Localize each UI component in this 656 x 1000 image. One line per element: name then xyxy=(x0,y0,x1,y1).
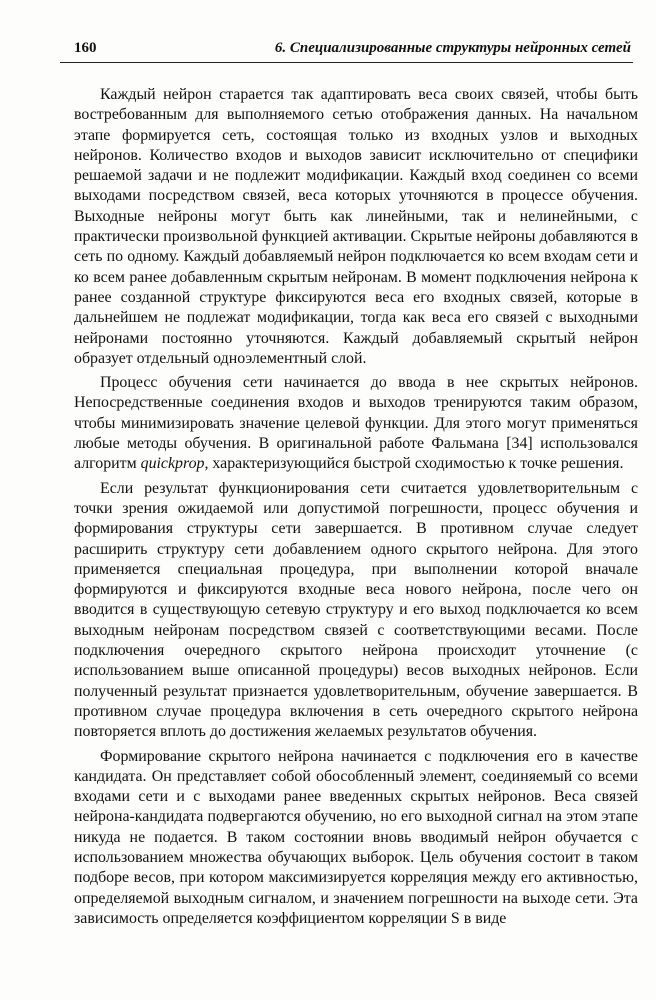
paragraph-4: Формирование скрытого нейрона начинается с подключения его в качестве кандидата. Он представляет собой обособленный элемент, соединяемый со всеми входами сети и с выходами ранее введенных скрытых нейронов. Веса связей нейрона-кандидата подвергаются обучению, но его выходной сигнал на этом этапе никуда не подается. В таком состоянии вновь вводимый нейрон обучается с использованием множества обучающих выборок. Цель обучения состоит в таком подборе весов, при котором максимизируется корреляция между его активностью, определяемой выходным сигналом, и значением погрешности на выходе сети. Эта зависимость определяется коэффициентом корреляции S в виде xyxy=(74,747,638,927)
running-title: 6. Специализированные структуры нейронных сетей xyxy=(274,40,631,56)
body-text xyxy=(74,85,638,933)
paragraph-1: Каждый нейрон старается так адаптировать веса своих связей, чтобы быть востребованным для выполняемого сетью отображения данных. На начальном этапе формируется сеть, состоящая только из входных узлов и выходных нейронов. Количество входов и выходов зависит исключительно от специфики решаемой задачи и не подлежит модификации. Каждый вход соединен со всеми выходами посредством связей, веса которых уточняются в процессе обучения. Выходные нейроны могут быть как линейными, так и нелинейными, с практически произвольной функцией активации. Скрытые нейроны добавляются в сеть по одному. Каждый добавляемый нейрон подключается ко всем входам сети и ко всем ранее добавленным скрытым нейронам. В момент подключения нейрона к ранее созданной структуре фиксируются веса его входных связей, которые в дальнейшем не подлежат модификации, тогда как веса его связей с выходными нейронами постоянно уточняются. Каждый добавляемый скрытый нейрон образует отдельный одноэлементный слой. xyxy=(74,86,638,367)
paragraph-2-text-after: , характеризующийся быстрой сходимостью к точке решения. xyxy=(204,455,624,473)
paragraph-3: Если результат функционирования сети считается удовлетворительным с точки зрения ожидаемой или допустимой погрешности, процесс обучения и формирования структуры сети завершается. В противном случае следует расширить структуру сети добавлением одного скрытого нейрона. Для этого применяется специальная процедура, при выполнении которой вначале формируются и фиксируются входные веса нового нейрона, после чего он вводится в существующую сетевую структуру и его выход подключается ко всем выходным нейронам посредством связей с соответствующими весами. После подключения очередного скрытого нейрона происходит уточнение (с использованием выше описанной процедуры) весов выходных нейронов. Если полученный результат признается удовлетворительным, обучение завершается. В противном случае процедура включения в сеть очередного скрытого нейрона повторяется вплоть до достижения желаемых результатов обучения. xyxy=(74,479,638,741)
paragraph-2-emphasis: quickprop xyxy=(140,455,205,473)
paragraph-2 xyxy=(74,373,638,474)
page-number: 160 xyxy=(74,40,97,56)
paragraph-2-text-before: Процесс обучения сети начинается до ввода в нее скрытых нейронов. Непосредственные соединения входов и выходов тренируются таким образом, чтобы минимизировать значение целевой функции. Для этого могут применяться любые методы обучения. В оригинальной работе Фальмана [34] использовался алгоритм xyxy=(74,374,638,473)
page-header xyxy=(60,40,633,63)
